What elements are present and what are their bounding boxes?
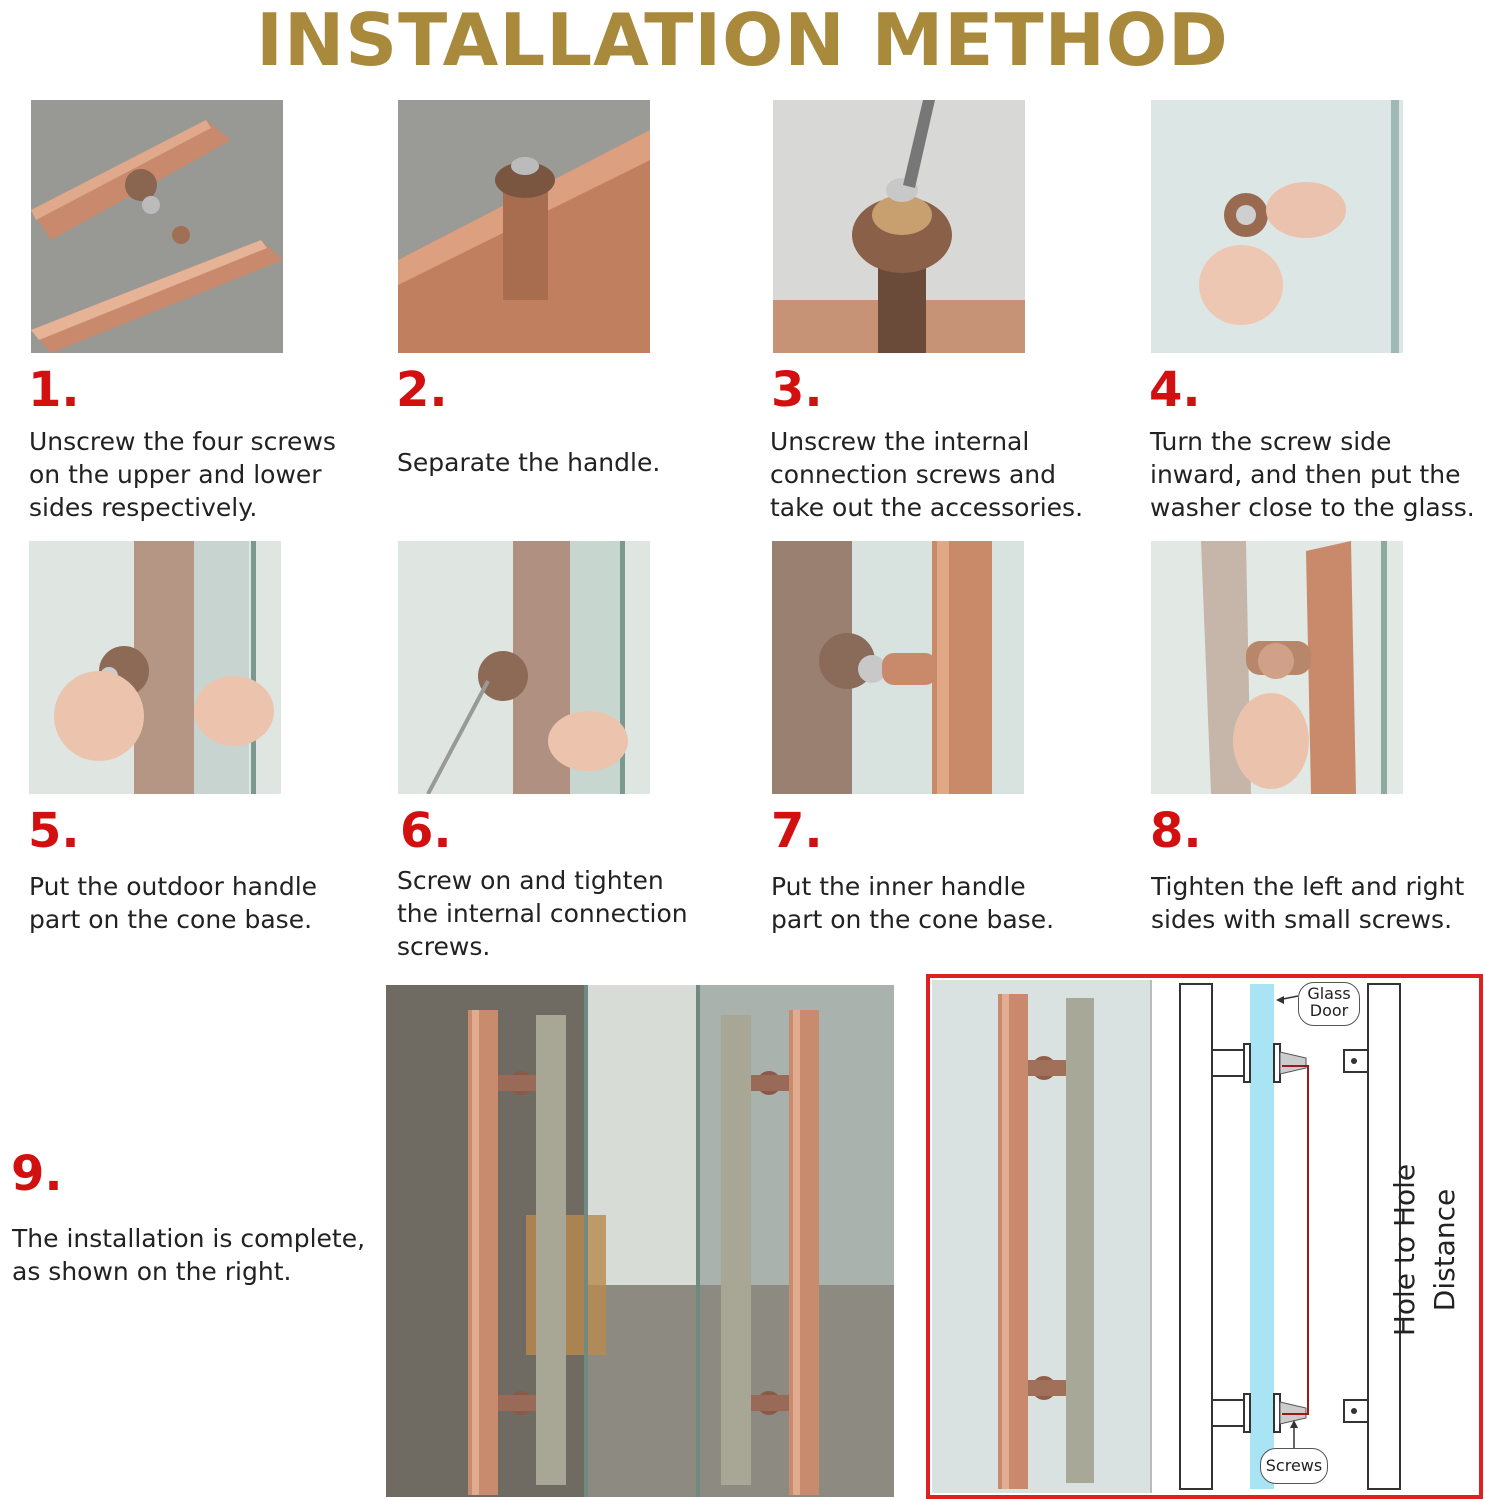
- step-2-photo: [398, 100, 650, 353]
- step-1-text: Unscrew the four screws on the upper and lower sides respectively.: [29, 427, 336, 522]
- step-8-photo: [1151, 541, 1403, 794]
- step-8-text: Tighten the left and right sides with small screws.: [1151, 872, 1465, 934]
- step-2-number: 2.: [396, 362, 448, 418]
- step-9-number: 9.: [11, 1146, 63, 1202]
- step-3-photo: [773, 100, 1025, 353]
- step-6-photo: [398, 541, 650, 794]
- step-3-text: Unscrew the internal connection screws and take out the accessories.: [770, 427, 1084, 522]
- step-5-text: Put the outdoor handle part on the cone base.: [29, 872, 318, 934]
- step-6-text: Screw on and tighten the internal connection screws.: [397, 866, 688, 961]
- step-7-number: 7.: [771, 803, 823, 859]
- step-2-text: Separate the handle.: [397, 448, 661, 477]
- page-title: INSTALLATION METHOD: [256, 0, 1229, 82]
- step-8-number: 8.: [1150, 803, 1202, 859]
- step-4-photo: [1151, 100, 1403, 353]
- step-5-photo: [29, 541, 281, 794]
- step-1-number: 1.: [28, 362, 80, 418]
- step-3-number: 3.: [771, 362, 823, 418]
- step-4-number: 4.: [1149, 362, 1201, 418]
- step-7-text: Put the inner handle part on the cone base.: [771, 872, 1055, 934]
- step-9-text: The installation is complete, as shown on the right.: [12, 1224, 366, 1286]
- step-4-text: Turn the screw side inward, and then put the washer close to the glass.: [1150, 427, 1475, 522]
- step-6-number: 6.: [400, 803, 452, 859]
- step-1-photo: [31, 100, 283, 353]
- hole-to-hole-distance-label: Hole to Hole Distance: [1388, 1163, 1461, 1337]
- glass-door-label: Glass Door: [1298, 982, 1360, 1026]
- completed-installation-photo: [386, 985, 894, 1497]
- step-7-photo: [772, 541, 1024, 794]
- screws-label: Screws: [1260, 1448, 1328, 1484]
- step-5-number: 5.: [28, 803, 80, 859]
